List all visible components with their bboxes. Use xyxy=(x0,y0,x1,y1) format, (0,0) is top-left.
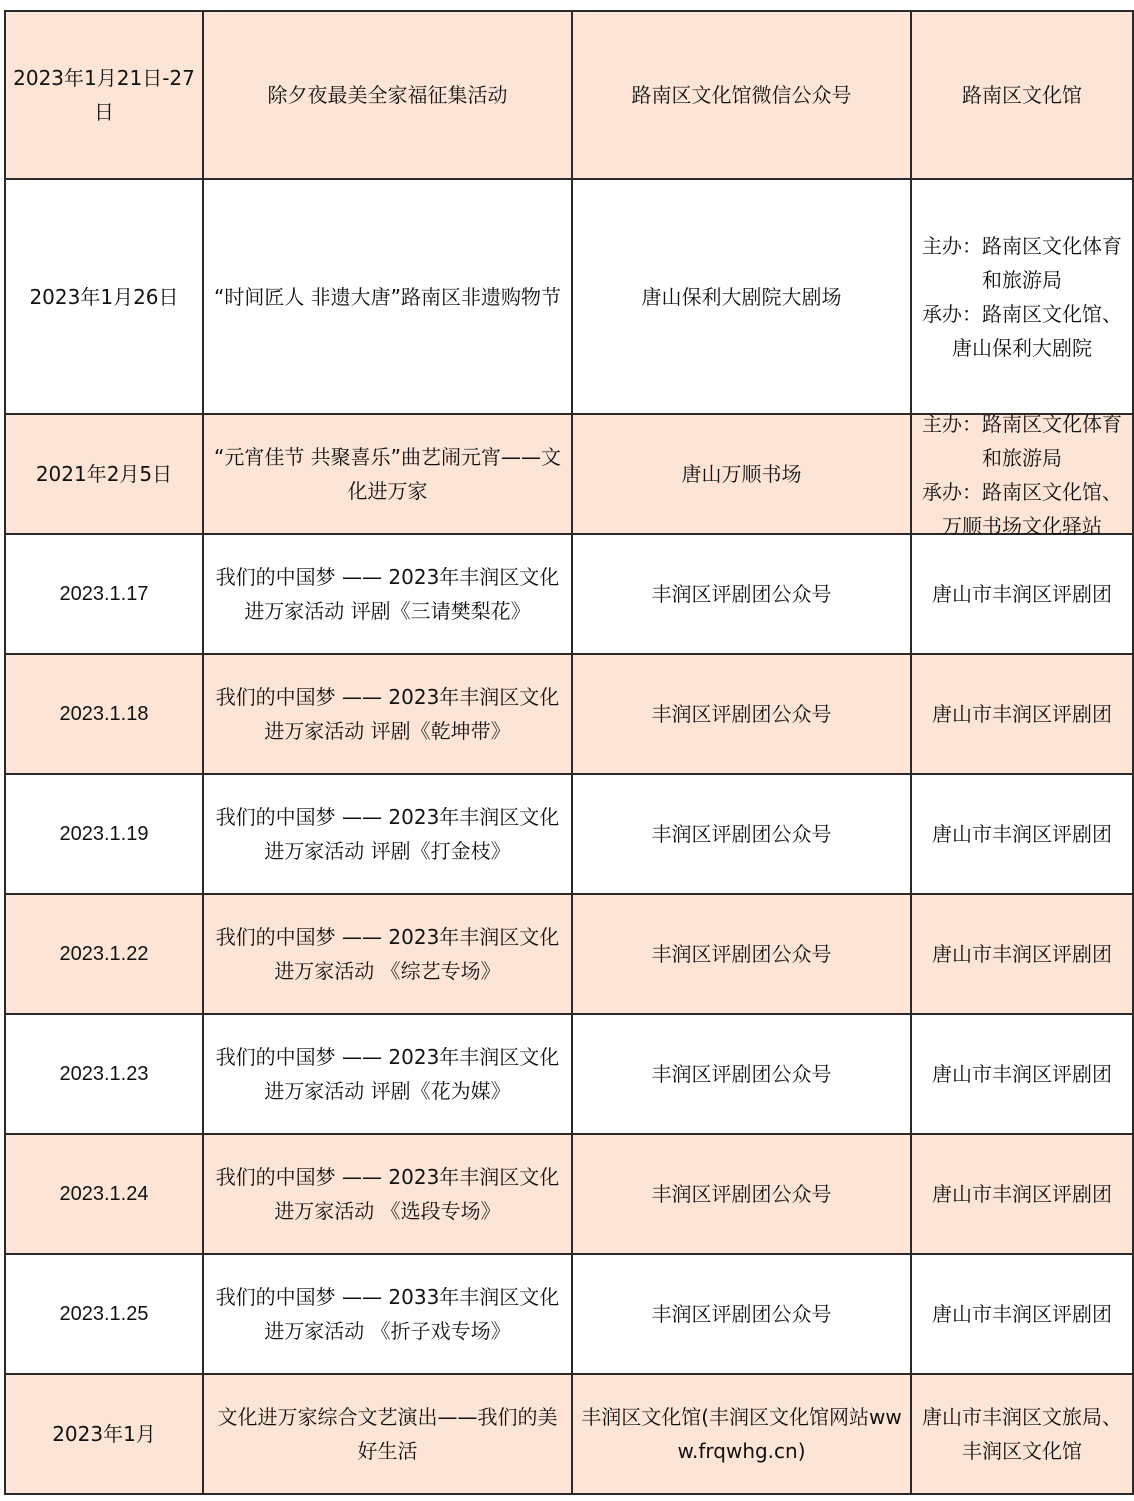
table-row xyxy=(5,11,1133,179)
activity-cell: “时间匠人 非遗大唐”路南区非遗购物节 xyxy=(203,179,572,414)
date-cell: 2023年1月26日 xyxy=(5,179,203,414)
date-cell: 2023.1.24 xyxy=(5,1134,203,1254)
date-cell: 2023.1.25 xyxy=(5,1254,203,1374)
organizer-cell: 唐山市丰润区评剧团 xyxy=(911,774,1133,894)
table-row xyxy=(5,179,1133,414)
activity-cell: 我们的中国梦 —— 2023年丰润区文化进万家活动 评剧《花为媒》 xyxy=(203,1014,572,1134)
date-cell: 2023.1.19 xyxy=(5,774,203,894)
platform-cell: 丰润区评剧团公众号 xyxy=(572,1134,911,1254)
platform-cell: 路南区文化馆微信公众号 xyxy=(572,11,911,179)
platform-cell: 丰润区评剧团公众号 xyxy=(572,894,911,1014)
activity-cell: 除夕夜最美全家福征集活动 xyxy=(203,11,572,179)
table-row xyxy=(5,1254,1133,1374)
platform-cell: 唐山保利大剧院大剧场 xyxy=(572,179,911,414)
table-row xyxy=(5,1374,1133,1494)
organizer-overflow-wrap xyxy=(918,407,1126,543)
date-cell: 2023年1月 xyxy=(5,1374,203,1494)
date-cell: 2023年1月21日-27日 xyxy=(5,11,203,179)
activity-cell: 文化进万家综合文艺演出——我们的美好生活 xyxy=(203,1374,572,1494)
date-cell: 2023.1.18 xyxy=(5,654,203,774)
event-schedule-table xyxy=(4,10,1134,1495)
organizer-cell: 唐山市丰润区评剧团 xyxy=(911,1014,1133,1134)
platform-cell: 丰润区评剧团公众号 xyxy=(572,534,911,654)
activity-cell: 我们的中国梦 —— 2033年丰润区文化进万家活动 《折子戏专场》 xyxy=(203,1254,572,1374)
organizer-cell: 路南区文化馆 xyxy=(911,11,1133,179)
platform-cell: 丰润区文化馆(丰润区文化馆网站www.frqwhg.cn) xyxy=(572,1374,911,1494)
platform-cell: 丰润区评剧团公众号 xyxy=(572,1014,911,1134)
organizer-text: 主办：路南区文化体育和旅游局 承办：路南区文化馆、唐山保利大剧院 xyxy=(922,233,1122,360)
organizer-cell xyxy=(911,412,1133,538)
table-row xyxy=(5,654,1133,774)
activity-cell: 我们的中国梦 —— 2023年丰润区文化进万家活动 评剧《乾坤带》 xyxy=(203,654,572,774)
organizer-cell: 唐山市丰润区评剧团 xyxy=(911,894,1133,1014)
platform-cell: 丰润区评剧团公众号 xyxy=(572,654,911,774)
platform-cell: 唐山万顺书场 xyxy=(572,414,911,534)
date-cell: 2023.1.17 xyxy=(5,534,203,654)
organizer-text: 主办：路南区文化体育和旅游局 承办：路南区文化馆、万顺书场文化驿站 xyxy=(922,412,1122,538)
schedule-sheet xyxy=(4,10,1122,1495)
activity-cell: 我们的中国梦 —— 2023年丰润区文化进万家活动 评剧《三请樊梨花》 xyxy=(203,534,572,654)
table-row xyxy=(5,534,1133,654)
table-row xyxy=(5,1134,1133,1254)
organizer-cell: 唐山市丰润区评剧团 xyxy=(911,534,1133,654)
organizer-cell: 唐山市丰润区评剧团 xyxy=(911,1254,1133,1374)
platform-cell: 丰润区评剧团公众号 xyxy=(572,1254,911,1374)
organizer-cell xyxy=(911,179,1133,414)
table-row xyxy=(5,894,1133,1014)
date-cell: 2023.1.23 xyxy=(5,1014,203,1134)
activity-cell: “元宵佳节 共聚喜乐”曲艺闹元宵——文化进万家 xyxy=(203,414,572,534)
activity-cell: 我们的中国梦 —— 2023年丰润区文化进万家活动 《综艺专场》 xyxy=(203,894,572,1014)
table-row xyxy=(5,774,1133,894)
organizer-cell: 唐山市丰润区文旅局、丰润区文化馆 xyxy=(911,1374,1133,1494)
organizer-cell: 唐山市丰润区评剧团 xyxy=(911,654,1133,774)
organizer-cell: 唐山市丰润区评剧团 xyxy=(911,1134,1133,1254)
date-cell: 2023.1.22 xyxy=(5,894,203,1014)
table-row xyxy=(5,1014,1133,1134)
activity-cell: 我们的中国梦 —— 2023年丰润区文化进万家活动 评剧《打金枝》 xyxy=(203,774,572,894)
table-row xyxy=(5,414,1133,534)
platform-cell: 丰润区评剧团公众号 xyxy=(572,774,911,894)
date-cell: 2021年2月5日 xyxy=(5,414,203,534)
activity-cell: 我们的中国梦 —— 2023年丰润区文化进万家活动 《选段专场》 xyxy=(203,1134,572,1254)
